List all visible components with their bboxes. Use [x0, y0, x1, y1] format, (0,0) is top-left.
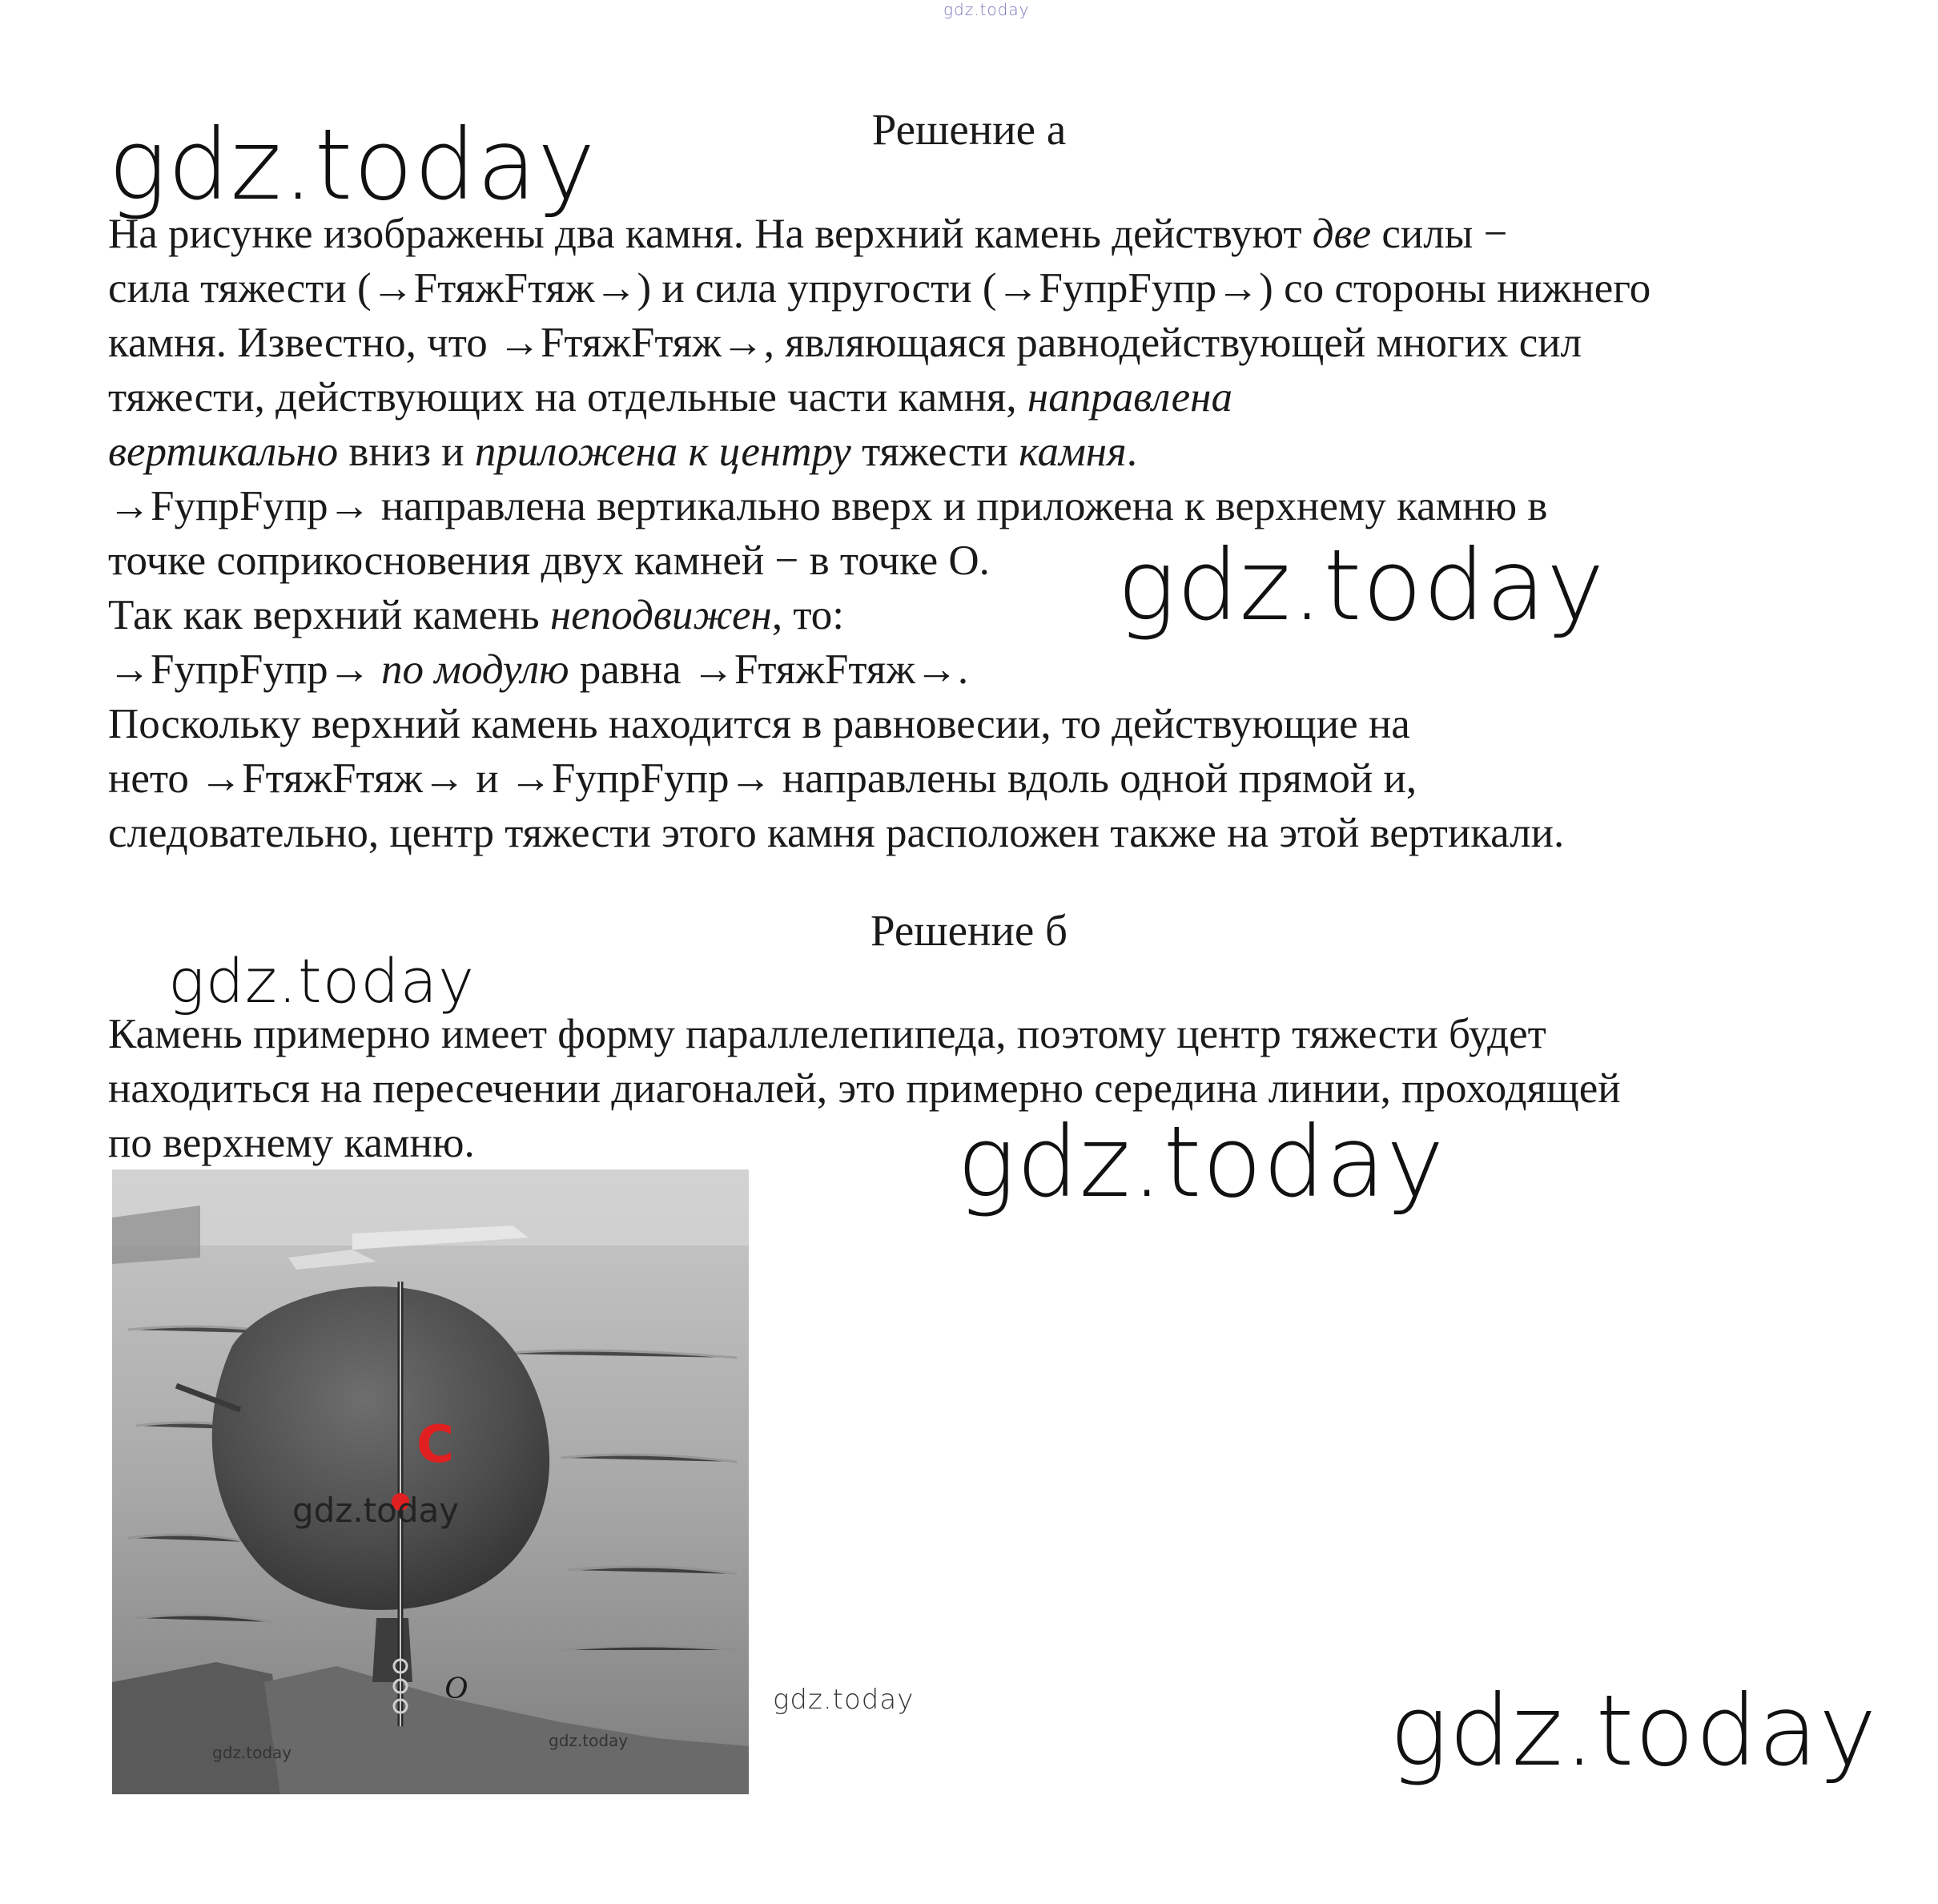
text-line [108, 207, 1902, 261]
watermark-large: gdz.today [1117, 529, 1606, 642]
text-segment: , то: [771, 592, 845, 638]
watermark-small: gdz.today [773, 1684, 915, 1716]
text-segment: силы − [1371, 211, 1508, 257]
stone-neck [372, 1618, 412, 1682]
text-line [108, 642, 1902, 697]
text-line [108, 425, 1902, 479]
emphasis-text: по модулю [380, 646, 569, 693]
emphasis-text: камня [1018, 429, 1127, 475]
text-line [108, 697, 1902, 751]
point-o-label: O [444, 1669, 468, 1705]
watermark-large: gdz.today [1389, 1674, 1878, 1788]
watermark-in-photo-small: gdz.today [549, 1731, 629, 1750]
watermark-in-photo: gdz.today [292, 1491, 460, 1530]
section-a-heading: Решение а [871, 105, 1067, 154]
text-segment: →FупрFупр→ [108, 646, 381, 693]
text-segment: сила тяжести (→FтяжFтяж→) и сила упругости (→FупрFупр→) со стороны нижнего [108, 265, 1651, 312]
upper-stone [212, 1286, 549, 1610]
text-segment: вниз и [338, 429, 475, 475]
text-segment: нето →FтяжFтяж→ и →FупрFупр→ направлены вдоль одной прямой и, [108, 755, 1417, 802]
emphasis-text: приложена к центру [474, 429, 851, 475]
text-line [108, 1007, 1870, 1061]
emphasis-text: неподвижен [549, 592, 772, 638]
text-segment: камня. Известно, что →FтяжFтяж→, являющаяся равнодействующей многих сил [108, 320, 1582, 366]
text-segment: по верхнему камню. [108, 1120, 475, 1166]
text-segment: Поскольку верхний камень находится в равновесии, то действующие на [108, 701, 1410, 747]
watermark-medium: gdz.today [168, 945, 475, 1016]
center-label: C [416, 1415, 454, 1475]
text-segment: равна →FтяжFтяж→. [569, 646, 969, 693]
text-segment: находиться на пересечении диагоналей, это примерно середина линии, проходящей [108, 1065, 1621, 1112]
text-segment: тяжести, действующих на отдельные части камня, [108, 374, 1027, 421]
text-segment: следовательно, центр тяжести этого камня расположен также на этой вертикали. [108, 810, 1565, 856]
text-line [108, 316, 1902, 370]
text-line [108, 751, 1902, 806]
section-b-heading: Решение б [870, 906, 1068, 955]
text-segment: На рисунке изображены два камня. На верхний камень действуют [108, 211, 1313, 257]
emphasis-text: две [1312, 211, 1372, 257]
watermark-large: gdz.today [108, 108, 597, 222]
text-line [108, 533, 1902, 588]
text-line [108, 479, 1902, 533]
text-line [108, 1116, 1870, 1170]
watermark-large: gdz.today [957, 1105, 1445, 1219]
text-line [108, 261, 1902, 316]
text-line [108, 370, 1902, 425]
text-segment: . [1126, 429, 1137, 475]
emphasis-text: направлена [1027, 374, 1232, 421]
text-segment: Так как верхний камень [108, 592, 550, 638]
lower-rock [112, 1662, 288, 1794]
text-segment: Камень примерно имеет форму параллелепипеда, поэтому центр тяжести будет [108, 1011, 1546, 1057]
stone-photo [112, 1169, 749, 1794]
watermark-in-photo-small: gdz.today [212, 1743, 292, 1762]
text-segment: точке соприкосновения двух камней − в точке О. [108, 537, 990, 584]
text-segment: тяжести [850, 429, 1019, 475]
text-line [108, 806, 1902, 860]
text-segment: →FупрFупр→ направлена вертикально вверх и приложена к верхнему камню в [108, 483, 1548, 529]
text-line [108, 588, 1902, 642]
emphasis-text: вертикально [108, 429, 339, 475]
section-a-text [108, 207, 1902, 860]
section-b-text [108, 1007, 1870, 1170]
watermark-top: gdz.today [943, 0, 1030, 19]
text-line [108, 1061, 1870, 1116]
